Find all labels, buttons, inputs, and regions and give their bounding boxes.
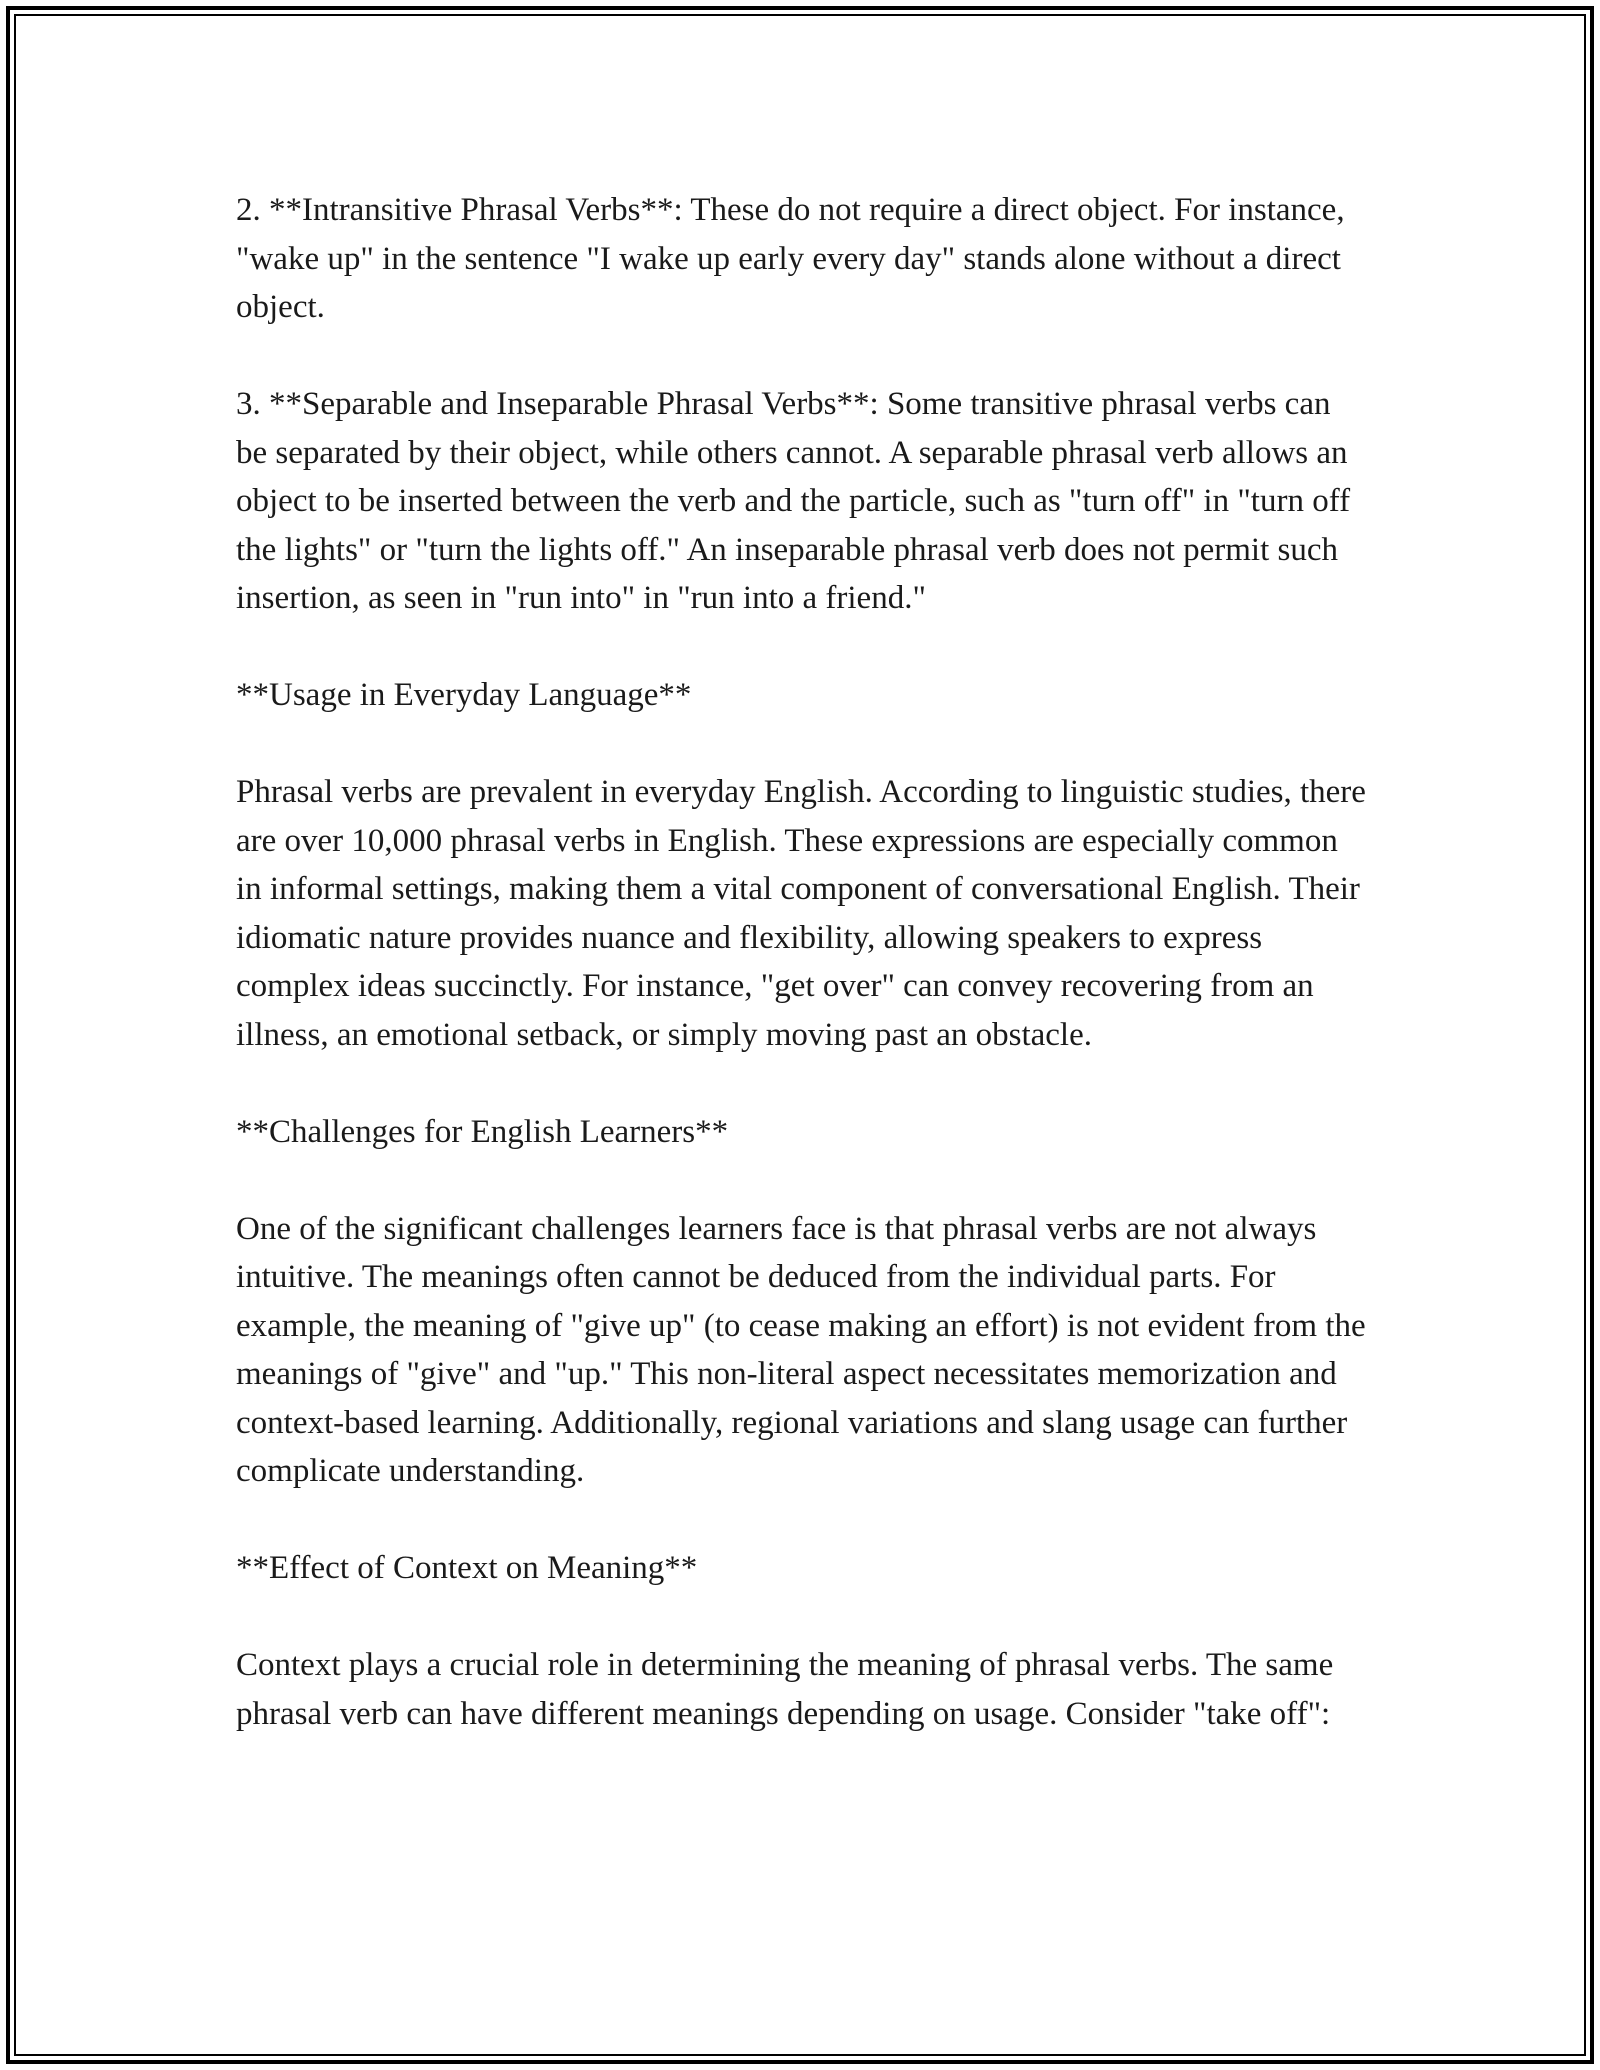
- document-body: [236, 186, 1366, 1787]
- paragraph-effect-of-context: Context plays a crucial role in determining the meaning of phrasal verbs. The same phrasal verb can have different meanings depending on usage. Consider "take off":: [236, 1647, 1334, 1732]
- section-heading-effect-of-context: **Effect of Context on Meaning**: [236, 1550, 698, 1586]
- section-heading-challenges-learners: **Challenges for English Learners**: [236, 1113, 729, 1150]
- section-heading-usage-everyday-language: **Usage in Everyday Language**: [236, 677, 692, 713]
- paragraph-challenges-learners: One of the significant challenges learners face is that phrasal verbs are not always intuitive. The meanings often cannot be deduced from the individual parts. For example, the meaning of "give up" (to cease making an effort) is not evident from the meanings of "give" and "up." This non-literal aspect necessitates memorization and context-based learning. Additionally, regional variations and slang usage can further complicate understanding.: [236, 1210, 1366, 1489]
- paragraph-intransitive-phrasal-verbs: 2. **Intransitive Phrasal Verbs**: These do not require a direct object. For instance, "wake up" in the sentence "I wake up early every day" stands alone without a direct object.: [236, 192, 1345, 325]
- paragraph-usage-everyday-language: Phrasal verbs are prevalent in everyday English. According to linguistic studies, there are over 10,000 phrasal verbs in English. These expressions are especially common in informal settings, making them a vital component of conversational English. Their idiomatic nature provides nuance and flexibility, allowing speakers to express complex ideas succinctly. For instance, "get over" can convey recovering from an illness, an emotional setback, or simply moving past an obstacle.: [236, 774, 1366, 1053]
- paragraph-separable-inseparable-phrasal-verbs: 3. **Separable and Inseparable Phrasal Verbs**: Some transitive phrasal verbs can be separated by their object, while others cannot. A separable phrasal verb allows an object to be inserted between the verb and the particle, such as "turn off" in "turn off the lights" or "turn the lights off." An inseparable phrasal verb does not permit such insertion, as seen in "run into" in "run into a friend.": [236, 386, 1351, 616]
